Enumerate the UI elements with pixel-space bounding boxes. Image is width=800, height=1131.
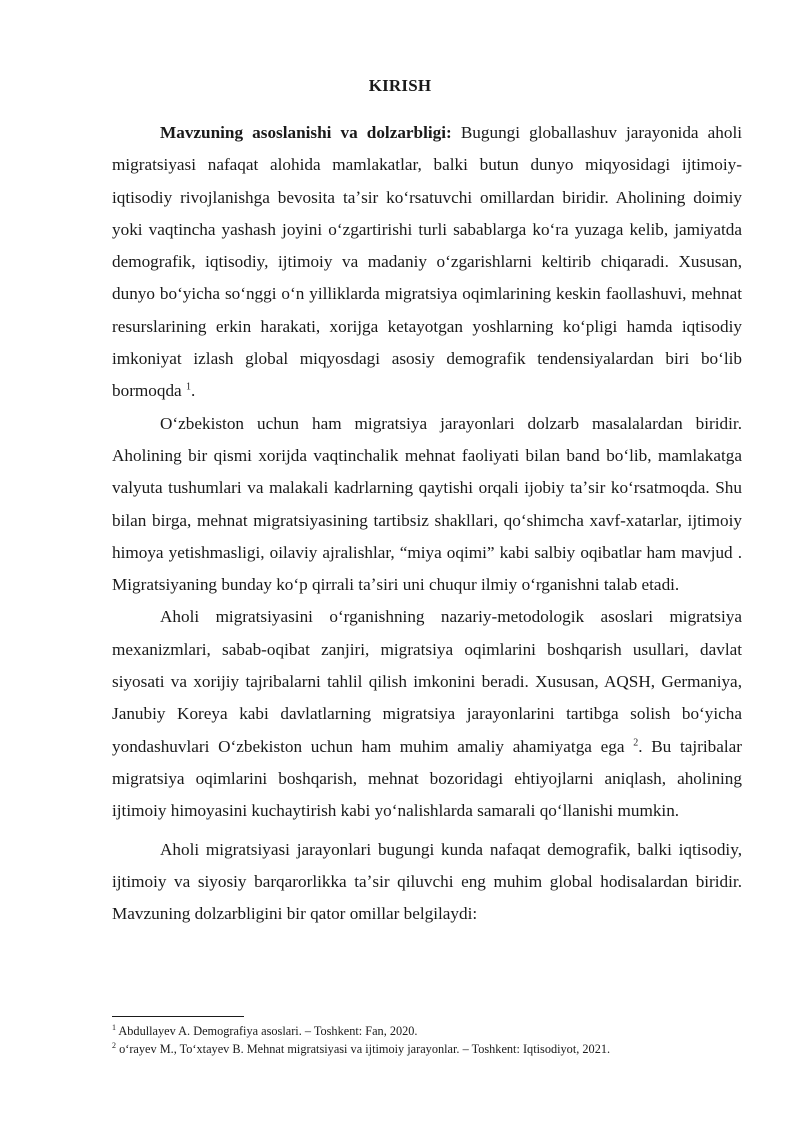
footnotes (112, 1022, 752, 1058)
footnote-text: Abdullayev A. Demografiya asoslari. – Toshkent: Fan, 2020. (116, 1024, 418, 1038)
paragraph-lead: Mavzuning asoslanishi va dolzarbligi: (160, 123, 452, 142)
paragraph-text: Bugungi globallashuv jarayonida aholi migratsiyasi nafaqat alohida mamlakatlar, balki butun dunyo miqyosidagi ijtimoiy-iqtisodiy rivojlanishga bevosita taʼsir koʻrsatuvchi omillardan biridir. Aholining doimiy yoki vaqtincha yashash joyini oʻzgartirishi turli sabablarga koʻra yuzaga kelib, jamiyatda demografik, iqtisodiy, ijtimoiy va madaniy oʻzgarishlarni keltirib chiqaradi. Xususan, dunyo boʻyicha soʻnggi oʻn yilliklarda migratsiya oqimlarining keskin faollashuvi, mehnat resurslarining erkin harakati, xorijga ketayotgan yoshlarning koʻpligi hamda iqtisodiy imkoniyat izlash global miqyosdagi asosiy demografik tendensiyalardan biri boʻlib bormoqda (112, 123, 742, 401)
paragraph-end: . (191, 381, 196, 401)
paragraph-relevance (112, 117, 742, 408)
paragraph-text-rest: . Bu tajribalar migratsiya oqimlarini boshqarish, mehnat bozoridagi ehtiyojlarni aniqlash, aholining ijtimoiy himoyasini kuchaytirish kabi yoʻnalishlarda samarali qoʻllanishi mumkin. (112, 736, 742, 821)
paragraph-methodology (112, 601, 742, 827)
paragraph-global: Aholi migratsiyasi jarayonlari bugungi kunda nafaqat demografik, balki iqtisodiy, ijtimoiy va siyosiy barqarorlikka taʼsir qiluvchi eng muhim global hodisalardan biridir. Mavzuning dolzarbligini bir qator omillar belgilaydi: (112, 839, 742, 924)
section-heading: KIRISH (368, 76, 432, 95)
footnote-1 (112, 1022, 752, 1040)
footnote-2 (112, 1040, 752, 1058)
body-text (112, 117, 742, 930)
paragraph-uzbekistan: Oʻzbekiston uchun ham migratsiya jarayonlari dolzarb masalalardan biridir. Aholining bir qismi xorijda vaqtinchalik mehnat faoliyati bilan band boʻlib, mamlakatga valyuta tushumlari va malakali kadrlarning qaytishi orqali ijobiy taʼsir koʻrsatmoqda. Shu bilan birga, mehnat migratsiyasining tartibsiz shakllari, qoʻshimcha xavf-xatarlar, ijtimoiy himoya yetishmasligi, oilaviy ajralishlar, “miya oqimi” kabi salbiy oqibatlar ham mavjud . Migratsiyaning bunday koʻp qirrali taʼsiri uni chuqur ilmiy oʻrganishni talab etadi. (112, 413, 742, 595)
footnote-divider (112, 1016, 244, 1017)
paragraph-text: Aholi migratsiyasini oʻrganishning nazariy-metodologik asoslari migratsiya mexanizmlari, sabab-oqibat zanjiri, migratsiya oqimlarini boshqarish usullari, davlat siyosati va xorijiy tajribalarni tahlil qilish imkonini beradi. Xususan, AQSH, Germaniya, Janubiy Koreya kabi davlatlarning migratsiya jarayonlarini tartibga solish boʻyicha yondashuvlari Oʻzbekiston uchun ham muhim amaliy ahamiyatga ega (112, 607, 742, 756)
footnote-ref-1: 1 (186, 381, 191, 393)
footnote-ref-2: 2 (633, 736, 639, 748)
footnote-number: 1 (112, 1022, 116, 1032)
footnote-text: oʻrayev M., Toʻxtayev B. Mehnat migratsiyasi va ijtimoiy jarayonlar. – Toshkent: Iqtisodiyot, 2021. (116, 1042, 611, 1056)
footnote-number: 2 (112, 1040, 116, 1050)
